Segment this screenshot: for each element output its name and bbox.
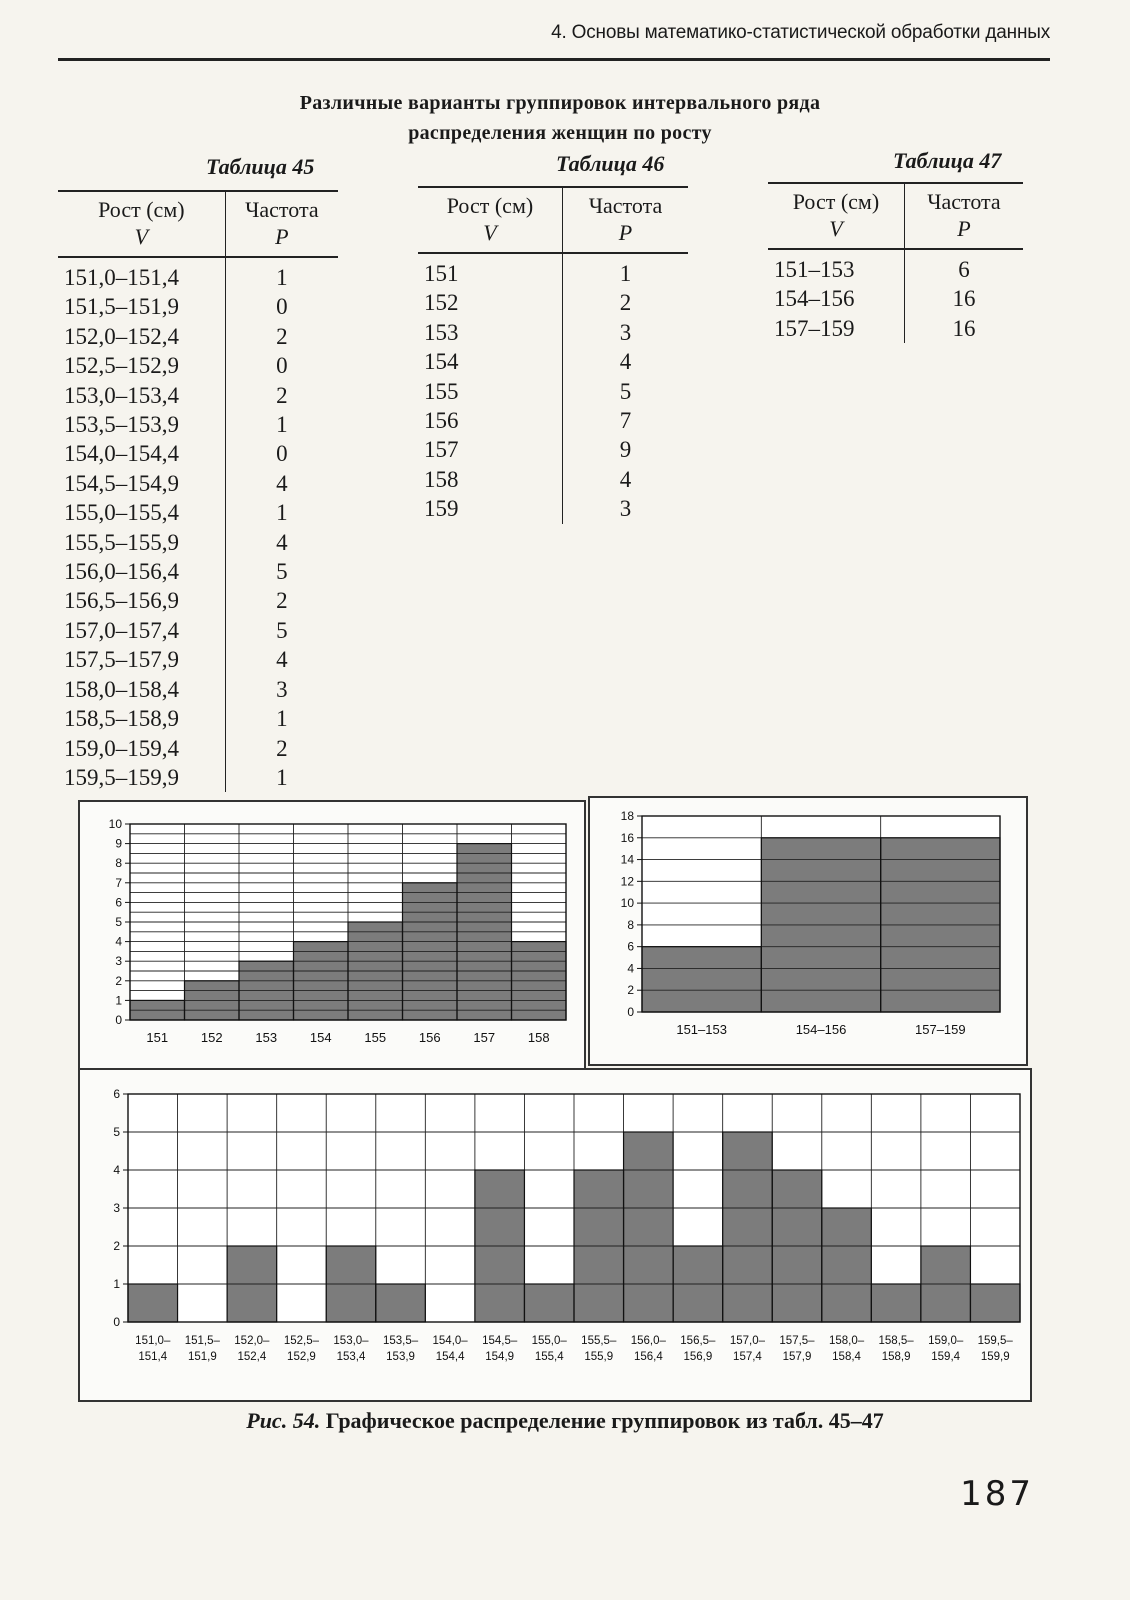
height-interval-cell: 157 [418, 435, 562, 464]
frequency-cell: 1 [619, 261, 632, 286]
frequency-cell: 3 [619, 496, 632, 522]
frequency-cell: 1 [276, 764, 288, 790]
table-row [58, 645, 338, 674]
frequency-cell: 1 [276, 265, 288, 290]
x-category-label: 152,0– [234, 1335, 270, 1347]
table-row [58, 586, 338, 615]
x-category-label: 158,4 [832, 1351, 861, 1363]
table-row [58, 292, 338, 321]
height-interval-cell: 152 [418, 288, 562, 317]
y-tick-label: 2 [627, 983, 634, 998]
x-category-label: 157,9 [782, 1351, 812, 1363]
height-interval-cell: 158 [418, 465, 562, 494]
col-header-symbol: P [275, 224, 289, 249]
y-tick-label: 5 [113, 1125, 120, 1139]
x-category-label: 158,5– [878, 1335, 914, 1347]
x-category-label: 159,4 [931, 1351, 961, 1363]
x-category-label: 156,9 [683, 1351, 713, 1363]
x-category-label: 152,4 [237, 1351, 267, 1363]
height-interval-cell: 151 [418, 253, 562, 288]
height-interval-cell: 153,5–153,9 [58, 410, 225, 439]
height-interval-cell: 156 [418, 406, 562, 435]
x-category-label: 155,4 [534, 1351, 564, 1363]
y-tick-label: 1 [113, 1277, 120, 1291]
frequency-cell: 2 [276, 588, 288, 614]
height-interval-cell: 157,0–157,4 [58, 616, 225, 645]
y-tick-label: 14 [620, 852, 634, 867]
height-interval-cell: 151–153 [768, 249, 904, 284]
y-tick-label: 18 [620, 809, 634, 823]
y-tick-label: 2 [113, 1239, 120, 1253]
x-category-label: 153,9 [386, 1351, 415, 1363]
y-tick-label: 12 [620, 874, 634, 889]
bar [624, 1132, 674, 1322]
table-row [58, 439, 338, 468]
col-header-symbol: P [957, 216, 971, 241]
table-row [418, 318, 688, 347]
table-row [418, 494, 688, 523]
table-row [418, 435, 688, 464]
section-title [180, 88, 940, 148]
col-header-label: Частота [245, 197, 319, 222]
bar [723, 1132, 773, 1322]
frequency-cell: 0 [276, 353, 288, 379]
y-tick-label: 10 [620, 896, 634, 911]
bar [871, 1284, 921, 1322]
table-row [418, 377, 688, 406]
x-category-label: 154 [309, 1030, 332, 1045]
x-category-label: 157,0– [729, 1335, 766, 1347]
x-category-label: 156,4 [633, 1351, 663, 1363]
table-row [418, 406, 688, 435]
table-row [58, 528, 338, 557]
height-interval-cell: 159,5–159,9 [58, 763, 225, 792]
x-category-label: 156 [418, 1030, 441, 1045]
y-tick-label: 10 [108, 817, 122, 831]
header-rule [58, 58, 1050, 61]
figure-caption [110, 1408, 1020, 1434]
y-tick-label: 8 [115, 856, 122, 871]
x-category-label: 157 [473, 1030, 496, 1045]
x-category-label: 158,0– [828, 1335, 865, 1347]
height-interval-cell: 157–159 [768, 314, 904, 343]
height-interval-cell: 151,0–151,4 [58, 257, 225, 292]
x-category-label: 154–156 [795, 1022, 847, 1037]
height-interval-cell: 155 [418, 377, 562, 406]
height-interval-cell: 151,5–151,9 [58, 292, 225, 321]
table-row [768, 249, 1023, 284]
table-row [58, 322, 338, 351]
height-interval-cell: 154 [418, 347, 562, 376]
x-category-label: 153,0– [333, 1335, 369, 1347]
x-category-label: 151,0– [135, 1335, 171, 1347]
x-category-label: 156,5– [680, 1335, 716, 1347]
col-header-symbol: V [134, 224, 149, 249]
page-number: 187 [960, 1474, 1034, 1514]
x-category-label: 155,0– [531, 1335, 567, 1347]
x-category-label: 151 [146, 1030, 169, 1045]
frequency-cell: 1 [276, 412, 288, 438]
frequency-cell: 4 [619, 349, 632, 375]
y-tick-label: 4 [115, 934, 122, 949]
x-category-label: 155,5– [581, 1335, 617, 1347]
chart-panel-table-47 [588, 796, 1028, 1066]
height-interval-cell: 152,5–152,9 [58, 351, 225, 380]
height-interval-cell: 154–156 [768, 284, 904, 313]
y-tick-label: 0 [113, 1315, 120, 1329]
y-tick-label: 16 [620, 830, 634, 845]
table-45-caption: Таблица 45 [206, 154, 315, 179]
table-47-caption: Таблица 47 [893, 148, 1002, 173]
x-category-label: 157,5– [779, 1335, 815, 1347]
frequency-cell: 6 [958, 257, 970, 282]
y-tick-label: 1 [115, 993, 122, 1008]
x-category-label: 152 [200, 1030, 223, 1045]
figure-caption-label: Рис. 54. [246, 1408, 321, 1433]
height-interval-cell: 154,5–154,9 [58, 469, 225, 498]
histogram-table-47 [590, 798, 1026, 1064]
y-tick-label: 0 [115, 1013, 122, 1027]
table-46-col-frequency-header [562, 187, 688, 253]
height-interval-cell: 155,0–155,4 [58, 498, 225, 527]
table-row [418, 347, 688, 376]
table-45 [58, 190, 338, 792]
table-46-body [418, 253, 688, 524]
x-category-label: 158,9 [881, 1351, 911, 1363]
x-category-label: 157–159 [915, 1022, 966, 1037]
frequency-cell: 4 [276, 470, 288, 496]
height-interval-cell: 155,5–155,9 [58, 528, 225, 557]
y-tick-label: 8 [627, 917, 634, 932]
bar [524, 1284, 574, 1322]
y-tick-label: 6 [113, 1087, 120, 1101]
frequency-cell: 2 [619, 290, 632, 316]
col-header-symbol: V [829, 216, 843, 241]
frequency-cell: 1 [276, 706, 288, 732]
x-category-label: 157,4 [733, 1351, 762, 1363]
x-category-label: 159,0– [928, 1335, 964, 1347]
y-tick-label: 9 [115, 836, 122, 851]
col-header-label: Рост (см) [446, 193, 534, 218]
table-row [418, 288, 688, 317]
table-47-body [768, 249, 1023, 343]
frequency-cell: 0 [276, 441, 288, 467]
x-category-label: 151,5– [184, 1335, 220, 1347]
chart-panel-table-45 [78, 1068, 1032, 1402]
table-46-caption: Таблица 46 [556, 151, 665, 176]
frequency-cell: 2 [276, 735, 288, 761]
frequency-cell: 7 [619, 408, 632, 434]
table-46-col-height-header [418, 187, 562, 253]
table-row [58, 734, 338, 763]
frequency-cell: 5 [619, 378, 632, 404]
table-row [58, 469, 338, 498]
table-46 [418, 186, 688, 524]
bar [822, 1208, 872, 1322]
frequency-cell: 16 [952, 315, 976, 341]
frequency-cell: 5 [276, 559, 288, 585]
x-category-label: 154,9 [485, 1351, 515, 1363]
height-interval-cell: 153,0–153,4 [58, 381, 225, 410]
table-row [58, 257, 338, 292]
chart-panel-table-46 [78, 800, 586, 1070]
x-category-label: 152,9 [287, 1351, 316, 1363]
bar [642, 947, 761, 1012]
col-header-symbol: P [618, 220, 633, 245]
table-47-col-frequency-header [904, 183, 1023, 249]
frequency-cell: 3 [276, 676, 288, 702]
col-header-symbol: V [483, 220, 497, 245]
x-category-label: 152,5– [283, 1335, 320, 1347]
histogram-table-45 [80, 1070, 1030, 1400]
x-category-label: 151–153 [676, 1022, 727, 1037]
frequency-cell: 0 [276, 294, 288, 320]
x-category-label: 159,5– [977, 1335, 1013, 1347]
bar [970, 1284, 1020, 1322]
table-row [418, 465, 688, 494]
bar [376, 1284, 426, 1322]
y-tick-label: 6 [627, 939, 634, 954]
height-interval-cell: 159,0–159,4 [58, 734, 225, 763]
col-header-label: Рост (см) [792, 189, 880, 214]
y-tick-label: 4 [627, 961, 634, 976]
frequency-cell: 3 [619, 319, 632, 345]
bar [128, 1284, 178, 1322]
x-category-label: 153,5– [382, 1335, 419, 1347]
table-row [768, 284, 1023, 313]
table-row [58, 675, 338, 704]
x-category-label: 155,9 [584, 1351, 614, 1363]
table-47-col-height-header [768, 183, 904, 249]
x-category-label: 153,4 [336, 1351, 366, 1363]
x-category-label: 156,0– [630, 1335, 666, 1347]
y-tick-label: 3 [115, 954, 122, 969]
height-interval-cell: 156,0–156,4 [58, 557, 225, 586]
y-tick-label: 7 [115, 875, 122, 890]
frequency-cell: 5 [276, 617, 288, 643]
table-row [58, 616, 338, 645]
y-tick-label: 5 [115, 915, 122, 929]
x-category-label: 159,9 [980, 1351, 1010, 1363]
height-interval-cell: 158,5–158,9 [58, 704, 225, 733]
height-interval-cell: 153 [418, 318, 562, 347]
height-interval-cell: 156,5–156,9 [58, 586, 225, 615]
frequency-cell: 4 [276, 529, 288, 555]
x-category-label: 154,0– [432, 1335, 468, 1347]
frequency-cell: 4 [276, 647, 288, 673]
x-category-label: 158 [527, 1030, 550, 1045]
col-header-label: Частота [927, 189, 1001, 214]
histogram-table-46 [80, 802, 584, 1068]
frequency-cell: 2 [276, 382, 288, 408]
frequency-cell: 16 [952, 286, 976, 312]
col-header-label: Частота [588, 193, 663, 218]
section-title-line-2: распределения женщин по росту [408, 122, 712, 144]
x-category-label: 153 [255, 1030, 278, 1045]
table-row [58, 351, 338, 380]
height-interval-cell: 158,0–158,4 [58, 675, 225, 704]
figure-caption-text: Графическое распределение группировок из табл. 45–47 [325, 1408, 884, 1433]
table-row [58, 498, 338, 527]
x-category-label: 154,5– [482, 1335, 518, 1347]
running-head: 4. Основы математико-статистической обработки данных [551, 22, 1050, 43]
frequency-cell: 9 [619, 437, 632, 463]
y-tick-label: 2 [115, 973, 122, 988]
table-row [58, 381, 338, 410]
y-tick-label: 6 [115, 895, 122, 910]
y-tick-label: 0 [627, 1005, 634, 1019]
table-row [768, 314, 1023, 343]
table-row [58, 704, 338, 733]
table-row [58, 763, 338, 792]
x-category-label: 151,9 [187, 1351, 217, 1363]
section-title-line-1: Различные варианты группировок интервального ряда [299, 92, 821, 114]
x-category-label: 151,4 [138, 1351, 168, 1363]
y-tick-label: 4 [113, 1163, 120, 1177]
table-row [58, 557, 338, 586]
height-interval-cell: 154,0–154,4 [58, 439, 225, 468]
height-interval-cell: 159 [418, 494, 562, 523]
table-45-col-height-header [58, 191, 225, 257]
height-interval-cell: 157,5–157,9 [58, 645, 225, 674]
x-category-label: 155 [364, 1030, 387, 1045]
table-row [418, 253, 688, 288]
frequency-cell: 4 [619, 466, 632, 492]
y-tick-label: 3 [113, 1201, 120, 1215]
table-47 [768, 182, 1023, 343]
frequency-cell: 1 [276, 500, 288, 526]
x-category-label: 154,4 [435, 1351, 465, 1363]
frequency-cell: 2 [276, 323, 288, 349]
col-header-label: Рост (см) [98, 197, 185, 222]
table-45-body [58, 257, 338, 792]
table-row [58, 410, 338, 439]
table-45-col-frequency-header [225, 191, 338, 257]
height-interval-cell: 152,0–152,4 [58, 322, 225, 351]
